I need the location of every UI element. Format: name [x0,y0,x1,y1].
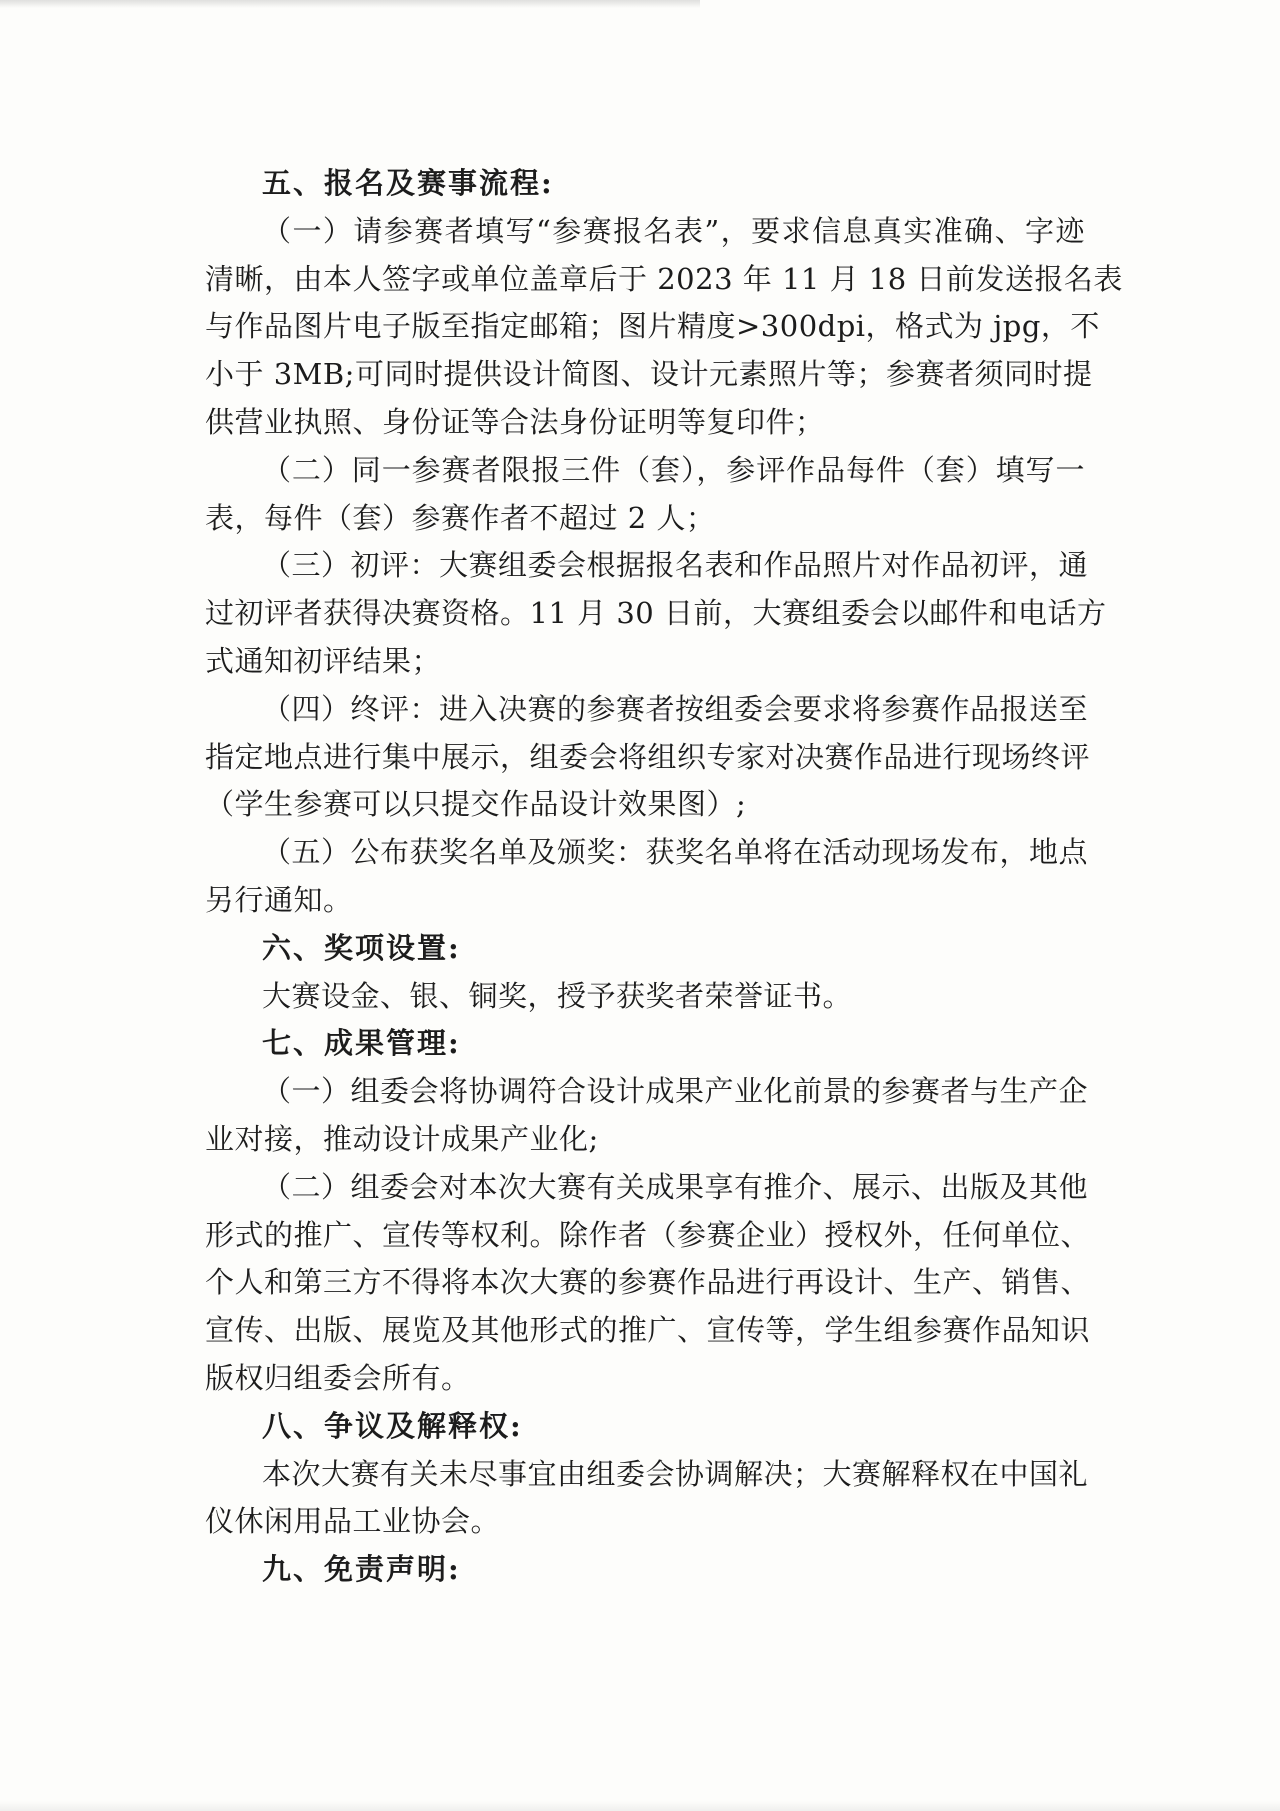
paragraph-line: （学生参赛可以只提交作品设计效果图）; [205,787,747,822]
text-span: 与作品图片电子版至指定邮箱；图片精度>300dpi，格式为 jpg，不 [205,309,1100,344]
paragraph-line: 另行通知。 [205,882,353,917]
paragraph-line: 供营业执照、身份证等合法身份证明等复印件； [205,404,825,439]
text-span: （二）组委会对本次大赛有关成果享有推介、展示、出版及其他 [262,1169,1089,1204]
paragraph-line [205,256,1123,304]
paragraph-line [205,1307,1091,1355]
paragraph-line [205,1164,1089,1212]
paragraph-line [205,1451,1089,1499]
text-span: 清晰，由本人签字或单位盖章后于 2023 年 11 月 18 日前发送报名表 [205,261,1123,296]
text-span: 指定地点进行集中展示，组委会将组织专家对决赛作品进行现场终评 [205,739,1091,774]
paragraph-line: 大赛设金、银、铜奖，授予获奖者荣誉证书。 [262,978,853,1013]
text-span: （三）初评：大赛组委会根据报名表和作品照片对作品初评，通 [262,548,1089,583]
paragraph-line: 仪休闲用品工业协会。 [205,1504,501,1539]
paragraph-line [205,1259,1091,1307]
text-span: 过初评者获得决赛资格。11 月 30 日前，大赛组委会以邮件和电话方 [205,596,1107,631]
paragraph-line [205,734,1091,782]
text-span: 形式的推广、宣传等权利。除作者（参赛企业）授权外，任何单位、 [205,1217,1091,1252]
paragraph-line [205,590,1107,638]
paragraph-line [205,542,1089,590]
scan-edge-shadow-top [0,0,700,8]
text-span: 本次大赛有关未尽事宜由组委会协调解决；大赛解释权在中国礼 [262,1456,1089,1491]
section-heading-awards: 六、奖项设置: [262,930,461,965]
text-span: 小于 3MB;可同时提供设计简图、设计元素照片等；参赛者须同时提 [205,357,1093,392]
paragraph-line [205,351,1093,399]
paragraph-line [205,1212,1091,1260]
section-heading-disputes: 八、争议及解释权: [262,1408,523,1443]
text-span: （一）组委会将协调符合设计成果产业化前景的参赛者与生产企 [262,1074,1089,1109]
paragraph-line: 版权归组委会所有。 [205,1360,471,1395]
text-span: （一）请参赛者填写“参赛报名表”，要求信息真实准确、字迹 [262,213,1085,248]
paragraph-line [205,447,1085,495]
text-span: 宣传、出版、展览及其他形式的推广、宣传等，学生组参赛作品知识 [205,1313,1091,1348]
paragraph-line [205,208,1085,256]
paragraph-line [205,303,1100,351]
paragraph-line: 业对接，推动设计成果产业化; [205,1121,599,1156]
text-span: （四）终评：进入决赛的参赛者按组委会要求将参赛作品报送至 [262,691,1089,726]
scan-edge-shadow-bottom [0,1801,1280,1811]
section-heading-results: 七、成果管理: [262,1026,461,1061]
text-span: （五）公布获奖名单及颁奖：获奖名单将在活动现场发布，地点 [262,835,1089,870]
paragraph-line [205,1068,1089,1116]
section-heading-registration: 五、报名及赛事流程: [262,166,554,200]
text-span: （二）同一参赛者限报三件（套），参评作品每件（套）填写一 [262,452,1085,487]
text-span: 个人和第三方不得将本次大赛的参赛作品进行再设计、生产、销售、 [205,1265,1091,1300]
paragraph-line [205,829,1089,877]
paragraph-line: 式通知初评结果； [205,643,442,678]
section-heading-disclaimer: 九、免责声明: [262,1552,461,1587]
paragraph-line: 表，每件（套）参赛作者不超过 2 人； [205,500,716,535]
document-body [205,160,1123,1594]
paragraph-line [205,686,1089,734]
